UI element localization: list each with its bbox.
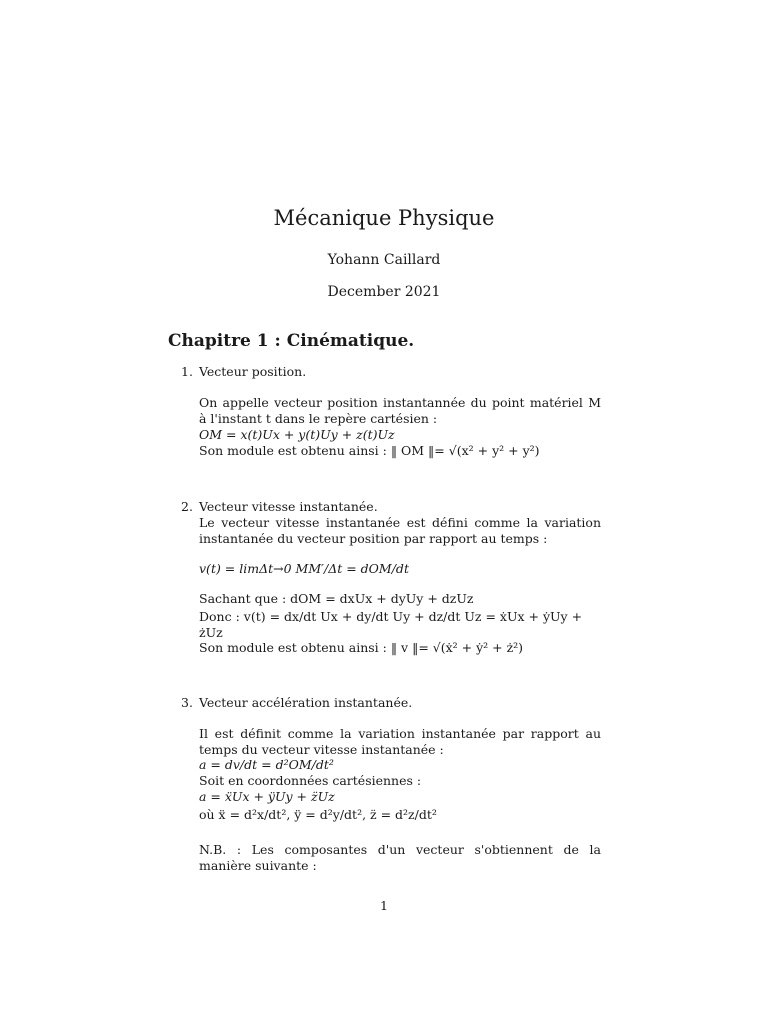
section-3-cartesian: Soit en coordonnées cartésiennes :: [199, 773, 422, 788]
chapter-heading: Chapitre 1 : Cinématique.: [168, 331, 415, 351]
section-1-number: 1.: [181, 364, 193, 379]
section-2-paragraph: Le vecteur vitesse instantanée est défini comme la variation instantanée du vecteur position par rapport au temps :: [199, 515, 601, 546]
document-author: Yohann Caillard: [327, 252, 441, 268]
section-3-formula-a: a = dv/dt = d²OM/dt²: [199, 757, 334, 772]
section-3-paragraph: Il est définit comme la variation instantanée par rapport au temps du vecteur vitesse instantanée :: [199, 726, 601, 757]
section-1-paragraph: On appelle vecteur position instantannée du point matériel M à l'instant t dans le repère cartésien :: [199, 395, 601, 426]
section-2-number: 2.: [181, 499, 193, 514]
section-3-heading: Vecteur accélération instantanée.: [199, 695, 413, 710]
section-3-number: 3.: [181, 695, 193, 710]
section-3-components: où ẍ = d²x/dt², ÿ = d²y/dt², z̈ = d²z/dt²: [199, 807, 437, 822]
section-2-heading: Vecteur vitesse instantanée.: [199, 499, 378, 514]
document-date: December 2021: [327, 284, 441, 300]
section-1-formula-om: OM = x(t)Ux + y(t)Uy + z(t)Uz: [199, 427, 395, 442]
section-3-note: N.B. : Les composantes d'un vecteur s'obtiennent de la manière suivante :: [199, 842, 601, 873]
page-number: 1: [380, 898, 388, 913]
section-2-sachant: Sachant que : dOM = dxUx + dyUy + dzUz: [199, 591, 474, 606]
section-3-formula-a2: a = ẍUx + ÿUy + z̈Uz: [199, 789, 335, 804]
section-2-formula-v: v(t) = limΔt→0 MM′/Δt = dOM/dt: [199, 561, 409, 576]
section-1-module: Son module est obtenu ainsi : ‖ OM ‖= √(x² + y² + y²): [199, 443, 540, 458]
section-2-module: Son module est obtenu ainsi : ‖ v ‖= √(ẋ² + ẏ² + ż²): [199, 640, 524, 655]
section-1-heading: Vecteur position.: [199, 364, 307, 379]
section-2-donc: Donc : v(t) = dx/dt Ux + dy/dt Uy + dz/dt Uz = ẋUx + ẏUy + żUz: [199, 609, 583, 640]
document-title: Mécanique Physique: [273, 206, 495, 230]
